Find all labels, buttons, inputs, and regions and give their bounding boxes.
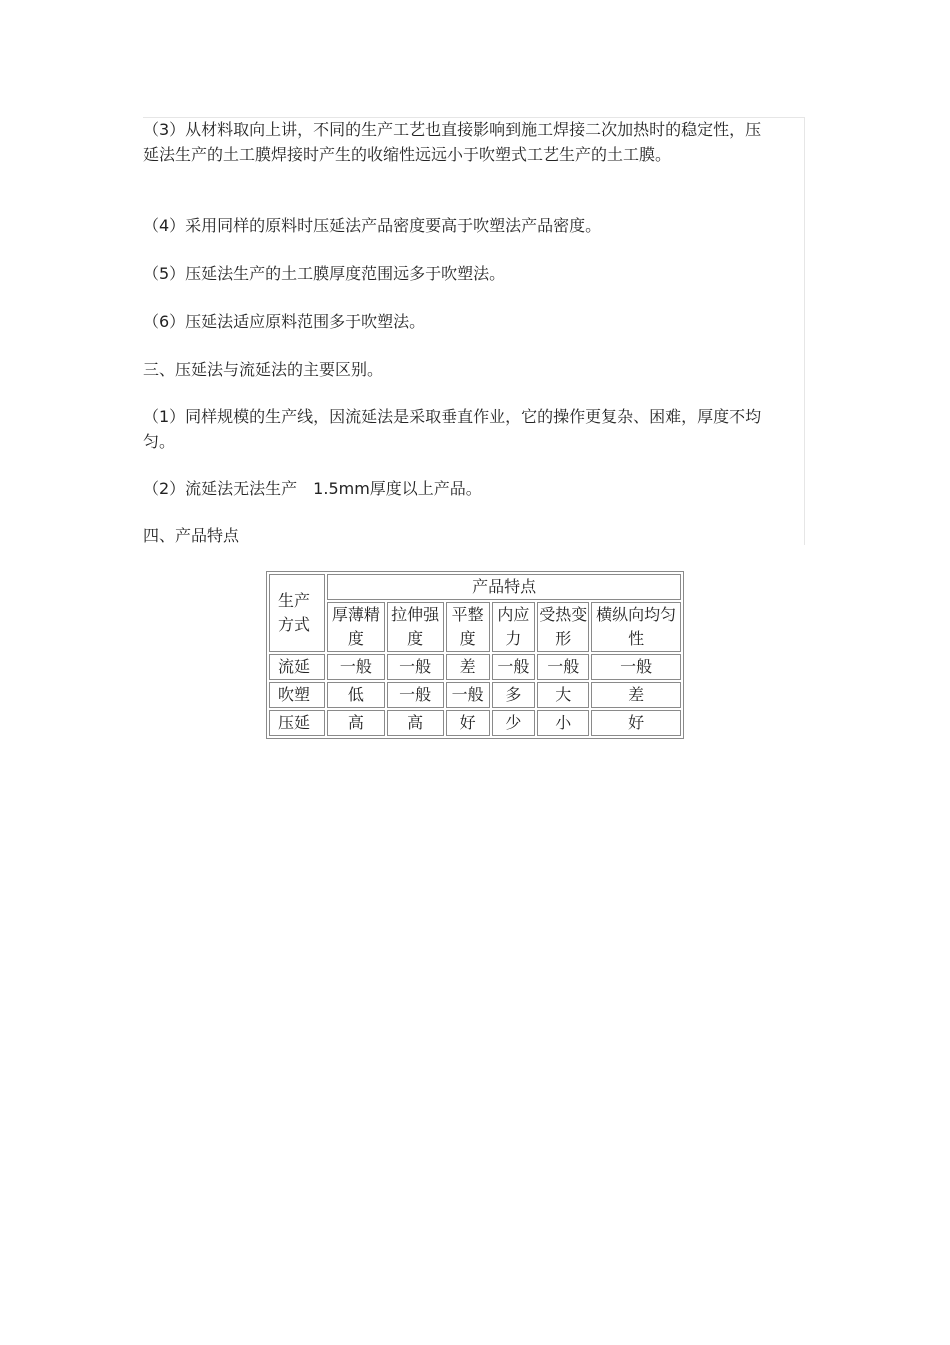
table-cell: 低 [327, 682, 384, 708]
product-features-table-wrap [266, 571, 684, 733]
table-cell: 好 [446, 710, 490, 736]
column-header-cell: 平整度 [446, 602, 490, 652]
table-row [269, 654, 681, 680]
table-cell: 差 [591, 682, 681, 708]
paragraph-item-5: （5）压延法生产的土工膜厚度范围远多于吹塑法。 [143, 264, 506, 283]
table-cell: 一般 [591, 654, 681, 680]
table-cell: 好 [591, 710, 681, 736]
column-header-cell: 拉伸强度 [387, 602, 444, 652]
method-cell: 压延 [269, 710, 325, 736]
column-header-cell: 内应力 [492, 602, 536, 652]
table-cell: 一般 [537, 654, 589, 680]
method-cell: 流延 [269, 654, 325, 680]
table-cell: 高 [387, 710, 444, 736]
table-row [269, 710, 681, 736]
table-cell: 差 [446, 654, 490, 680]
section-heading-3: 三、压延法与流延法的主要区别。 [143, 360, 384, 379]
table-cell: 少 [492, 710, 536, 736]
paragraph-item-1: （1）同样规模的生产线，因流延法是采取垂直作业，它的操作更复杂、困难，厚度不均匀。 [143, 407, 762, 451]
table-cell: 一般 [446, 682, 490, 708]
section-heading-4: 四、产品特点 [143, 526, 240, 545]
table-subheader-row [269, 602, 681, 652]
method-cell: 吹塑 [269, 682, 325, 708]
column-header-cell: 受热变形 [537, 602, 589, 652]
table-cell: 大 [537, 682, 589, 708]
table-cell: 小 [537, 710, 589, 736]
table-cell: 一般 [387, 654, 444, 680]
column-header-cell: 厚薄精度 [327, 602, 384, 652]
product-features-table [266, 571, 684, 739]
paragraph-item-2: （2）流延法无法生产 1.5mm厚度以上产品。 [143, 479, 482, 498]
paragraph-item-3: （3）从材料取向上讲，不同的生产工艺也直接影响到施工焊接二次加热时的稳定性，压延法生产的土工膜焊接时产生的收缩性远远小于吹塑式工艺生产的土工膜。 [143, 120, 762, 164]
table-cell: 高 [327, 710, 384, 736]
table-cell: 一般 [492, 654, 536, 680]
table-row [269, 682, 681, 708]
table-header-row [269, 574, 681, 600]
table-cell: 多 [492, 682, 536, 708]
table-cell: 一般 [327, 654, 384, 680]
method-header-cell: 生产方式 [269, 574, 325, 652]
table-cell: 一般 [387, 682, 444, 708]
paragraph-item-4: （4）采用同样的原料时压延法产品密度要高于吹塑法产品密度。 [143, 216, 602, 235]
column-header-cell: 横纵向均匀性 [591, 602, 681, 652]
paragraph-item-6: （6）压延法适应原料范围多于吹塑法。 [143, 312, 426, 331]
group-header-cell: 产品特点 [327, 574, 681, 600]
